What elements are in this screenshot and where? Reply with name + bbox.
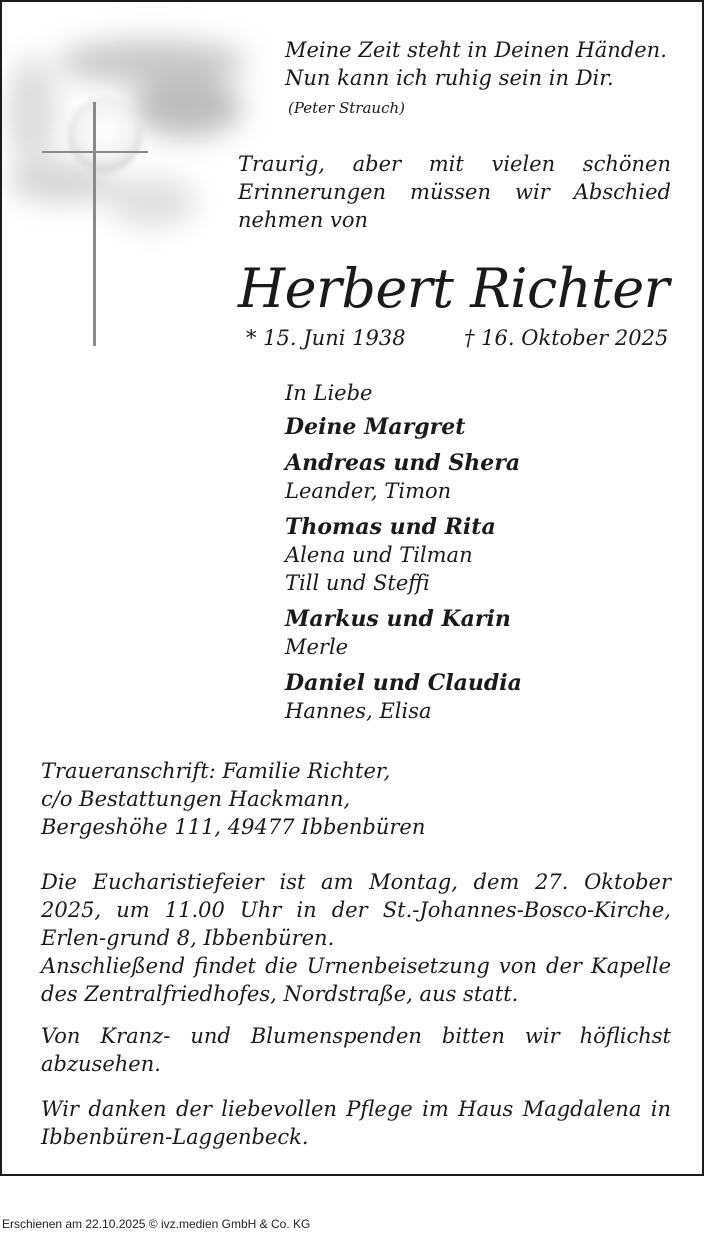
mourner-children: Till und Steffi: [285, 571, 430, 595]
address-line-2: c/o Bestattungen Hackmann,: [41, 787, 351, 811]
mourner-names: Andreas und Shera: [285, 450, 521, 476]
service-paragraph: Die Eucharistiefeier ist am Montag, dem 27. Oktober 2025, um 11.00 Uhr in der St.-Johannes-Bosco-Kirche, Erlen-grund 8, Ibbenbüren.: [41, 870, 671, 950]
intro-text: Traurig, aber mit vielen schönen Erinnerungen müssen wir Abschied nehmen von: [238, 152, 671, 232]
mourner-names: Deine Margret: [285, 414, 466, 440]
deceased-name: Herbert Richter: [238, 257, 669, 320]
mourner-children: Merle: [285, 635, 349, 659]
mourner-children: Alena und Tilman: [285, 543, 473, 567]
moon-icon: [68, 98, 142, 172]
address-line-3: Bergeshöhe 111, 49477 Ibbenbüren: [41, 815, 426, 839]
death-date: † 16. Oktober 2025: [464, 326, 669, 350]
publication-footer: Erschienen am 22.10.2025 © ivz.medien GmbH & Co. KG: [2, 1217, 311, 1231]
burial-paragraph: Anschließend findet die Urnenbeisetzung von der Kapelle des Zentralfriedhofes, Nordstraße, aus statt.: [41, 954, 671, 1006]
cross-and-moon-illustration: [2, 2, 272, 362]
mourner-names: Thomas und Rita: [285, 514, 496, 540]
mourners-list: [285, 379, 685, 725]
quote-author: (Peter Strauch): [288, 99, 405, 117]
mourner-children: Hannes, Elisa: [285, 699, 432, 723]
flowers-paragraph: Von Kranz- und Blumenspenden bitten wir höflichst abzusehen.: [41, 1024, 671, 1076]
birth-date: * 15. Juni 1938: [246, 326, 406, 350]
mourners-intro: In Liebe: [285, 381, 373, 405]
quote-line-2: Nun kann ich ruhig sein in Dir.: [285, 66, 614, 90]
thanks-paragraph: Wir danken der liebevollen Pflege im Haus Magdalena in Ibbenbüren-Laggenbeck.: [41, 1097, 671, 1149]
mourner-names: Daniel und Claudia: [285, 670, 522, 696]
address-line-1: Traueranschrift: Familie Richter,: [41, 759, 391, 783]
mourner-names: Markus und Karin: [285, 606, 511, 632]
mourning-address: [41, 757, 425, 841]
quote-line-1: Meine Zeit steht in Deinen Händen.: [285, 38, 667, 62]
mourner-children: Leander, Timon: [285, 479, 452, 503]
